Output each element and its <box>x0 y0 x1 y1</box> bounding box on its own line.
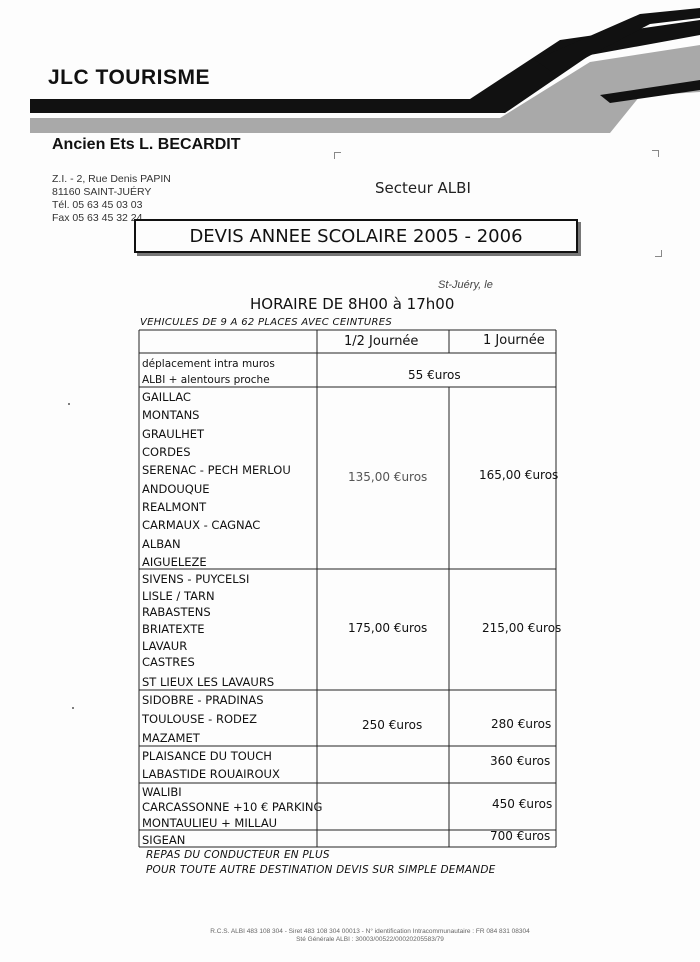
destination: ALBAN <box>142 537 181 551</box>
price-combined: 55 €uros <box>408 368 461 382</box>
address-city: 81160 SAINT-JUÉRY <box>52 186 152 198</box>
sector-label: Secteur ALBI <box>375 179 471 197</box>
destination: ALBI + alentours proche <box>142 374 270 386</box>
price-full-day: 360 €uros <box>490 754 551 768</box>
price-half-day: 135,00 €uros <box>348 470 428 484</box>
column-half-day: 1/2 Journée <box>344 334 419 349</box>
schedule: HORAIRE DE 8H00 à 17h00 <box>250 295 455 313</box>
destination: LAVAUR <box>142 639 188 653</box>
vehicles-note: VEHICULES DE 9 A 62 PLACES AVEC CEINTURES <box>140 317 393 328</box>
destination: TOULOUSE - RODEZ <box>142 712 258 726</box>
address-street: Z.I. - 2, Rue Denis PAPIN <box>52 173 171 185</box>
scan-speck <box>72 707 74 709</box>
destination: déplacement intra muros <box>142 358 275 370</box>
company-name: JLC TOURISME <box>48 66 210 89</box>
destination: SIDOBRE - PRADINAS <box>142 693 264 707</box>
column-full-day: 1 Journée <box>483 333 545 348</box>
fax: Fax 05 63 45 32 24 <box>52 212 143 224</box>
destination: RABASTENS <box>142 605 211 619</box>
scan-speck <box>68 403 70 405</box>
destination: BRIATEXTE <box>142 622 205 636</box>
destination: GAILLAC <box>142 390 191 404</box>
note-other-destination: POUR TOUTE AUTRE DESTINATION DEVIS SUR SIMPLE DEMANDE <box>146 864 496 876</box>
quote-title-text: DEVIS ANNEE SCOLAIRE 2005 - 2006 <box>189 225 523 247</box>
destination: REALMONT <box>142 500 207 514</box>
destination: GRAULHET <box>142 427 205 441</box>
price-half-day: 250 €uros <box>362 718 423 732</box>
price-full-day: 215,00 €uros <box>482 621 562 635</box>
destination: LABASTIDE ROUAIROUX <box>142 767 280 781</box>
note-driver-meal: REPAS DU CONDUCTEUR EN PLUS <box>146 849 330 861</box>
destination: SIGEAN <box>142 833 186 847</box>
former-name: Ancien Ets L. BECARDIT <box>52 136 241 153</box>
destination: SIVENS - PUYCELSI <box>142 572 250 586</box>
destination: MONTANS <box>142 408 200 422</box>
price-half-day: 175,00 €uros <box>348 621 428 635</box>
place-date: St-Juéry, le <box>438 279 493 291</box>
destination: PLAISANCE DU TOUCH <box>142 749 272 763</box>
destination: WALIBI <box>142 785 182 799</box>
destination: CARCASSONNE +10 € PARKING <box>142 800 323 814</box>
destination: CORDES <box>142 445 191 459</box>
destination: CASTRES <box>142 655 195 669</box>
price-full-day: 280 €uros <box>491 717 552 731</box>
destination: LISLE / TARN <box>142 589 215 603</box>
legal-line-1: R.C.S. ALBI 483 108 304 - Siret 483 108 304 00013 - N° identification Intracommunautaire : FR 084 831 08304 <box>210 928 530 935</box>
destination: CARMAUX - CAGNAC <box>142 518 261 532</box>
phone: Tél. 05 63 45 03 03 <box>52 199 143 211</box>
destination: ST LIEUX LES LAVAURS <box>142 675 275 689</box>
price-full-day: 450 €uros <box>492 797 553 811</box>
destination: AIGUELEZE <box>142 555 207 569</box>
destination: MONTAULIEU + MILLAU <box>142 816 278 830</box>
price-full-day: 700 €uros <box>490 829 551 843</box>
price-full-day: 165,00 €uros <box>479 468 559 482</box>
legal-line-2: Sté Générale ALBI : 30003/00522/00020205583/79 <box>296 936 444 943</box>
destination: MAZAMET <box>142 731 200 745</box>
destination: ANDOUQUE <box>142 482 210 496</box>
destination: SERENAC - PECH MERLOU <box>142 463 291 477</box>
